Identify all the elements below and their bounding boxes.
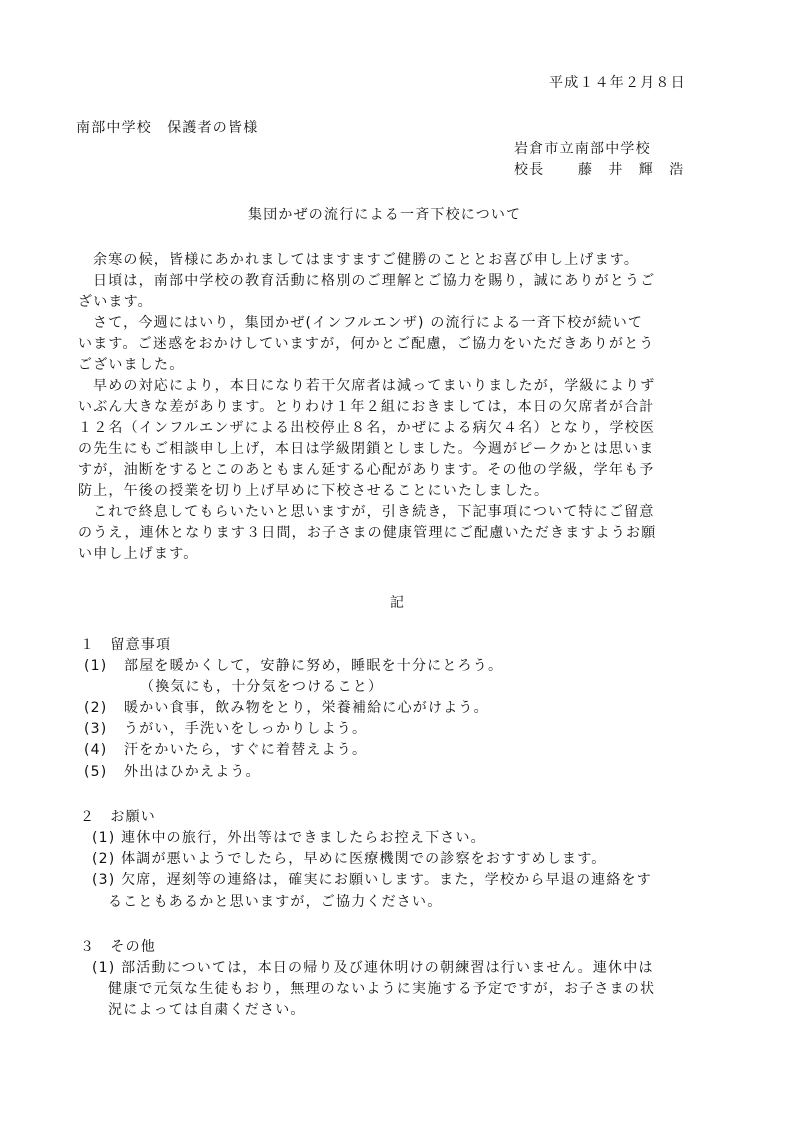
item-text: 暖かい食事，飲み物をとり，栄養補給に心がけよう。 — [124, 700, 489, 716]
body-line: ざいます。 — [78, 294, 153, 310]
body-line: これで終息してもらいたいと思いますが，引き続き，下記事項について特にご留意 — [93, 504, 655, 520]
item-number: (2) — [84, 700, 108, 716]
section-heading: ２ お願い — [80, 809, 156, 825]
list-item: 況によっては自粛ください。 — [108, 1002, 306, 1018]
item-text: 外出はひかえよう。 — [124, 764, 261, 780]
list-item: ることもあるかと思いますが，ご協力ください。 — [108, 894, 443, 910]
item-number: (4) — [84, 742, 108, 758]
sender-title: 校長 — [514, 162, 545, 178]
body-line: 余寒の候，皆様にあかれましてはますますご健勝のこととお喜び申し上げます。 — [93, 252, 640, 268]
ki-heading: 記 — [390, 595, 406, 611]
body-line: の先生にもご相談申し上げ，本日は学級閉鎖としました。今週がピークかとは思いま — [78, 441, 655, 457]
body-line: さて，今週にはいり，集団かぜ(インフルエンザ) の流行による一斉下校が続いて — [93, 315, 644, 331]
body-line: いぶん大きな差があります。とりわけ１年２組におきましては，本日の欠席者が合計 — [78, 399, 655, 415]
item-text: 汗をかいたら，すぐに着替えよう。 — [124, 742, 368, 758]
sender-name: 藤 井 輝 浩 — [578, 162, 685, 178]
page-title: 集団かぜの流行による一斉下校について — [248, 207, 522, 223]
body-line: ございました。 — [78, 357, 185, 373]
item-number: (5) — [84, 764, 108, 780]
item-number: (1) — [84, 658, 108, 674]
list-item: (1) 連休中の旅行，外出等はできましたらお控え下さい。 — [92, 830, 486, 846]
list-item: (1) 部活動については，本日の帰り及び連休明けの朝練習は行いません。連休中は — [92, 960, 654, 976]
body-line: のうえ，連休となります３日間，お子さまの健康管理にご配慮いただきますようお願 — [78, 525, 657, 541]
body-line: 早めの対応により，本日になり若干欠席者は減ってまいりましたが，学級によりず — [93, 378, 656, 394]
recipient-line: 南部中学校 保護者の皆様 — [76, 120, 259, 136]
list-item: (2) 体調が悪いようでしたら，早めに医療機関での診察をおすすめします。 — [92, 851, 607, 867]
body-line: い申し上げます。 — [78, 546, 199, 562]
document-date: 平成１４年２月８日 — [549, 75, 686, 91]
section-heading: ３ その他 — [80, 939, 156, 955]
list-item: (3) 欠席，遅刻等の連絡は，確実にお願いします。また，学校から早退の連絡をす — [92, 872, 652, 888]
body-line: 日頃は，南部中学校の教育活動に格別のご理解とご協力を賜り，誠にありがとうご — [93, 273, 656, 289]
body-line: 防上，午後の授業を切り上げ早めに下校させることにいたしました。 — [78, 483, 550, 499]
item-text: うがい，手洗いをしっかりしよう。 — [124, 721, 368, 737]
list-item: 健康で元気な生徒もおり，無理のないように実施する予定ですが，お子さまの状 — [108, 981, 656, 997]
item-text: （換気にも，十分気をつけること） — [140, 679, 384, 695]
body-line: すが，油断をするとこのあともまん延する心配があります。その他の学級，学年も予 — [78, 462, 655, 478]
section-heading: １ 留意事項 — [80, 637, 172, 653]
item-text: 部屋を暖かくして，安静に努め，睡眠を十分にとろう。 — [124, 658, 504, 674]
body-line: います。ご迷惑をおかけしていますが，何かとご配慮，ご協力をいただきありがとう — [78, 336, 655, 352]
sender-school: 岩倉市立南部中学校 — [514, 141, 651, 157]
item-number: (3) — [84, 721, 108, 737]
body-line: １２名（インフルエンザによる出校停止８名，かぜによる病欠４名）となり，学校医 — [78, 420, 656, 436]
